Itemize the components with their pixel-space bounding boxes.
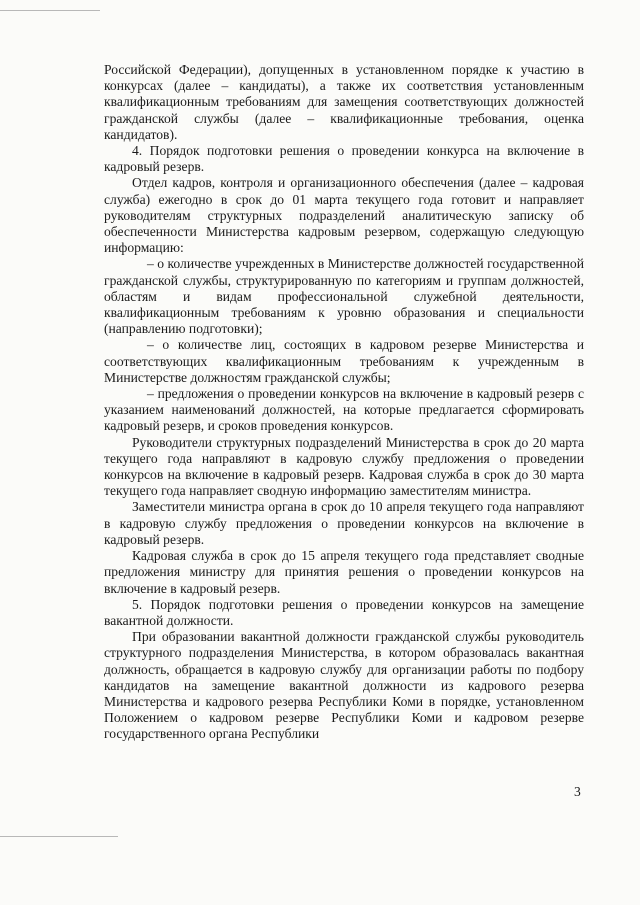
paragraph: Кадровая служба в срок до 15 апреля текущего года представляет сводные предложения министру для принятия решения о проведении конкурсов на включение в кадровый резерв. xyxy=(104,548,584,596)
paragraph: – о количестве лиц, состоящих в кадровом резерве Министерства и соответствующих квалификационным требованиям к учрежденным в Министерстве должностям гражданской службы; xyxy=(104,337,584,385)
paragraph: Отдел кадров, контроля и организационного обеспечения (далее – кадровая служба) ежегодно в срок до 01 марта текущего года готовит и направляет руководителям структурных подразделений аналитическую записку об обеспеченности Министерства кадровым резервом, содержащую следующую информацию: xyxy=(104,175,584,256)
paragraph: – предложения о проведении конкурсов на включение в кадровый резерв с указанием наименований должностей, на которые предлагается сформировать кадровый резерв, и сроков проведения конкурсов. xyxy=(104,386,584,434)
paragraph: Руководители структурных подразделений Министерства в срок до 20 марта текущего года направляют в кадровую службу предложения о проведении конкурсов на включение в кадровый резерв. Кадровая служба в срок до 30 марта текущего года направляет сводную информацию заместителям министра. xyxy=(104,434,584,499)
scan-edge-line xyxy=(0,836,118,837)
paragraph: Российской Федерации), допущенных в установленном порядке к участию в конкурсах (далее – кандидаты), а также их соответствия установленным квалификационным требованиям для замещения соответствующих должностей гражданской службы (далее – квалификационные требования, оценка кандидатов). xyxy=(104,62,584,142)
paragraph: 4. Порядок подготовки решения о проведении конкурса на включение в кадровый резерв. xyxy=(104,143,584,175)
paragraph: Заместители министра органа в срок до 10 апреля текущего года направляют в кадровую службу предложения о проведении конкурсов на включение в кадровый резерв. xyxy=(104,499,584,547)
page-number: 3 xyxy=(574,784,581,799)
paragraph: – о количестве учрежденных в Министерстве должностей государственной гражданской службы, структурированную по категориям и группам должностей, областям и видам профессиональной служебной деятельности, квалификационным требованиям к уровню образования и специальности (направлению подготовки); xyxy=(104,256,584,337)
paragraph: 5. Порядок подготовки решения о проведении конкурсов на замещение вакантной должности. xyxy=(104,596,584,628)
paragraph: При образовании вакантной должности гражданской службы руководитель структурного подразделения Министерства, в котором образовалась вакантная должность, обращается в кадровую службу для организации работы по подбору кандидатов на замещение вакантной должности из кадрового резерва Министерства и кадрового резерва Республики Коми в порядке, установленном Положением о кадровом резерве Республики Коми и кадровом резерве государственного органа Республики xyxy=(104,629,584,742)
document-body xyxy=(104,62,584,743)
scan-edge-line xyxy=(0,10,100,11)
